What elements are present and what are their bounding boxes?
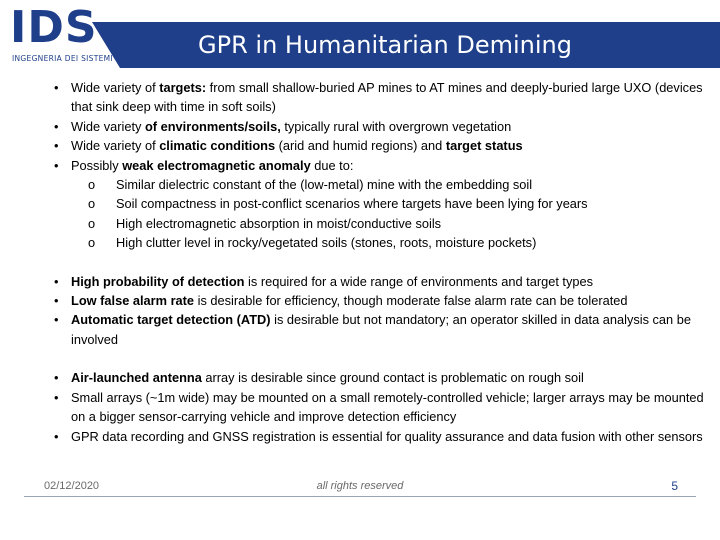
sub-bullet-icon: o [88,215,96,231]
sub-bullet-item [54,175,714,194]
footer-divider [24,496,696,497]
bullet-text: typically rural with overgrown vegetation [280,118,512,134]
bullet-bold-text: climatic conditions [159,138,276,154]
logo-subtitle: INGEGNERIA DEI SISTEMI [12,54,113,63]
bullet-text: Wide variety of [71,80,160,95]
bullet-item [54,368,714,387]
bullet-bold-text: weak electromagnetic anomaly [122,157,311,173]
bullet-text: Wide variety [71,118,145,134]
sub-bullet-item [54,194,714,213]
bullet-icon: • [54,389,59,405]
sub-bullet-item [54,233,714,252]
sub-bullet-text: High electromagnetic absorption in moist/conductive soils [116,215,442,231]
bullet-icon: • [54,273,59,289]
bullet-text: is desirable but not mandatory; an operator skilled in data analysis can be involved [71,312,691,347]
bullet-icon: • [54,157,59,173]
bullet-item [54,156,714,175]
bullet-bold-text: Automatic target detection (ATD) [71,312,271,328]
bullet-text: from small shallow-buried AP mines to AT mines and deeply-buried large UXO (devices that sink deep with time in soft soils) [71,80,703,115]
bullet-icon: • [54,118,59,134]
bullet-text: GPR data recording and GNSS registration is essential for quality assurance and data fusion with other sensors [71,428,703,444]
bullet-bold-text: Low false alarm rate [71,293,195,309]
bullet-item [54,78,714,117]
title-bar [120,22,720,68]
logo-letters: IDS [10,2,98,53]
sub-bullet-icon: o [88,235,96,251]
slide-title: GPR in Humanitarian Demining [198,31,572,59]
sub-bullet-text: Similar dielectric constant of the (low-metal) mine with the embedding soil [116,177,533,193]
bullet-text: (arid and humid regions) and [275,138,446,154]
bullet-text: is desirable for efficiency, though moderate false alarm rate can be tolerated [194,293,628,309]
bullet-text: due to: [310,157,354,173]
page-number: 5 [671,479,678,493]
bullet-bold-text: targets: [159,80,207,95]
bullet-group-3 [54,368,714,446]
footer-date: 02/12/2020 [44,480,100,492]
bullet-bold-text: of environments/soils, [144,118,281,134]
bullet-icon: • [54,428,59,444]
bullet-item [54,117,714,136]
sub-bullet-text: High clutter level in rocky/vegetated soils (stones, roots, moisture pockets) [116,235,537,251]
bullet-icon: • [54,80,59,95]
bullet-icon: • [54,138,59,154]
bullet-bold-text: Air-launched antenna [71,370,202,386]
sub-bullet-text: Soil compactness in post-conflict scenarios where targets have been lying for years [116,196,588,212]
bullet-item [54,272,714,291]
footer-rights: all rights reserved [316,480,404,492]
bullet-item [54,388,714,427]
bullet-text: array is desirable since ground contact is problematic on rough soil [201,370,584,386]
bullet-text: is required for a wide range of environments and target types [244,273,594,289]
sub-bullet-icon: o [88,177,96,193]
bullet-item [54,427,714,446]
bullet-bold-text: target status [445,138,523,154]
bullet-item [54,310,714,349]
bullet-item [54,291,714,310]
bullet-text: Possibly [71,157,123,173]
bullet-bold-text: High probability of detection [71,273,245,289]
slide-header [0,0,720,72]
bullet-icon: • [54,293,59,309]
bullet-group-2 [54,272,714,350]
bullet-text: Wide variety of [71,138,160,154]
sub-bullet-icon: o [88,196,96,212]
sub-bullet-item [54,214,714,233]
bullet-icon: • [54,312,59,328]
bullet-item [54,136,714,155]
slide-content [54,78,714,446]
bullet-group-1 [54,78,714,253]
bullet-icon: • [54,370,59,386]
bullet-text: Small arrays (~1m wide) may be mounted on a small remotely-controlled vehicle; larger arrays may be mounted on a bigger sensor-carrying vehicle and improve detection efficiency [71,389,704,425]
